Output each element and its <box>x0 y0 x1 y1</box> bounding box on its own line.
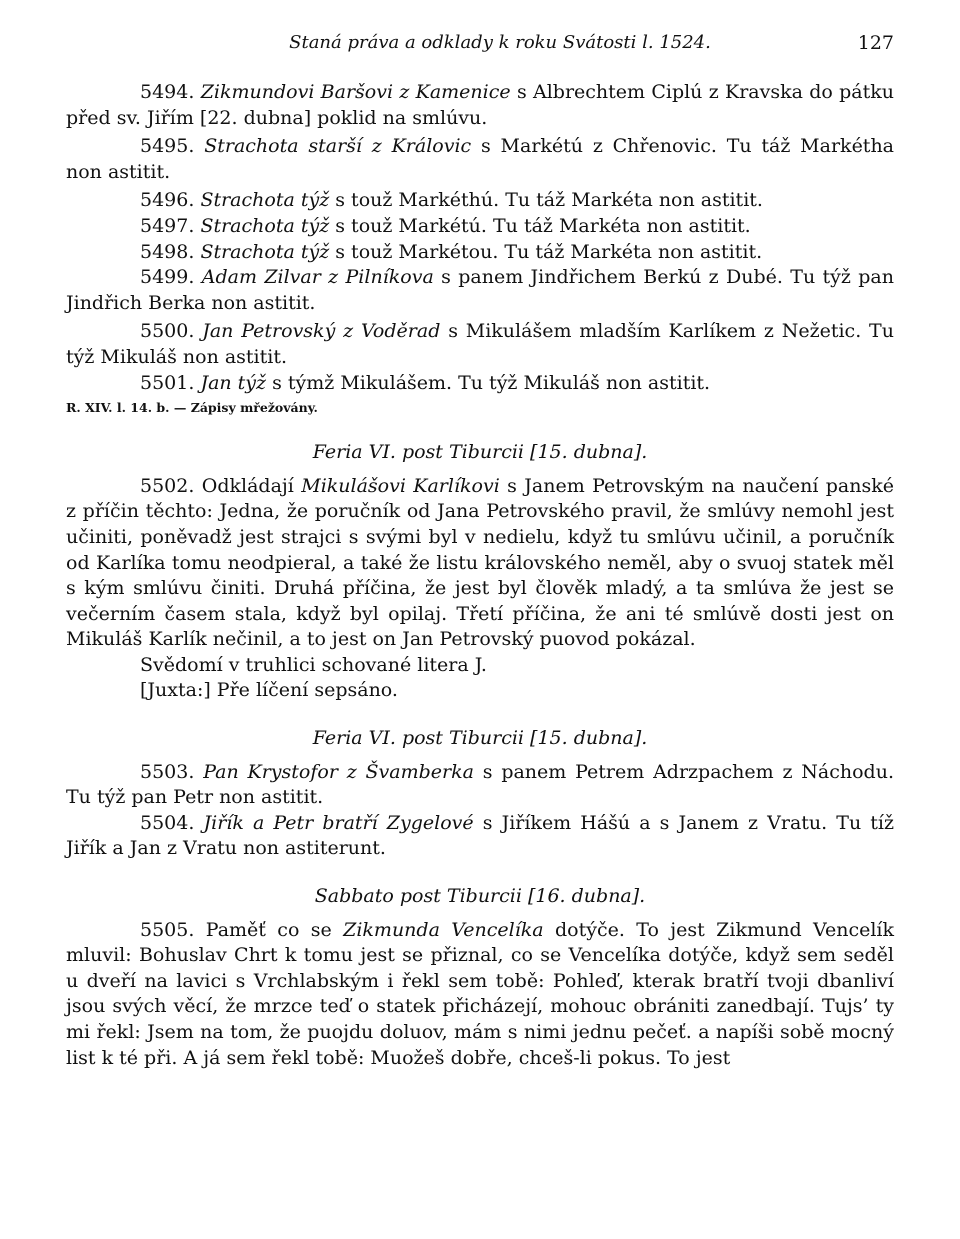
entry-number: 5503. <box>140 760 195 783</box>
entry-5496 <box>66 188 894 214</box>
entry-number: 5494. <box>140 81 195 103</box>
entry-text: s Janem Petrovským na naučení panské z příčin těchto: Jedna, že poručník od Jana Petrovského pravil, že smlúvy nemohl jest učiniti, poněvadž jest strajci s svými byl v nedielu, když tu smlúvu učinil, a poručník od Karlíka tomu neodpieral, a také že listu královského neměl, aby o svuoj statek měl s kým smlúvu činiti. Druhá příčina, že jest byl člověk mladý, a ta smlúva že jest se večerním časem stala, když byl opilaj. Třetí příčina, že ani té smlúvě dosti jest on Mikuláš Karlík nečinil, a to jest on Jan Petrovský puovod pokázal. <box>66 474 894 651</box>
entry-5502 <box>66 474 894 653</box>
entry-number: 5495. <box>140 135 195 158</box>
entry-text: dotýče. To jest Zikmund Vencelík mluvil: Bohuslav Chrt k tomu jest se přiznal, co se Vencelíka dotýče, když sem seděl u dveří na lavici s Vrchlabským i řekl sem tobě: Pohleď, kterak bratří tvoji dbanliví jsou svých věcí, že mrzce teď o statek přicházejí, mohouc obrániti zanedbají. Tujs’ ty mi řekl: Jsem na tom, že puojdu doluov, mám s nimi jednu pečeť. a napíši sobě mocný list k té při. A já sem řekl tobě: Muožeš dobře, chceš-li pokus. To jest <box>66 918 894 1069</box>
entry-text: s panem Petrem Adrzpachem z Náchodu. Tu týž pan Petr non astitit. <box>66 760 894 809</box>
entry-text: s Markétú z Chřenovic. Tu táž Markétha non astitit. <box>66 135 895 183</box>
entry-number: 5500. <box>140 320 195 343</box>
entry-party: Strachota týž <box>200 214 330 237</box>
running-header <box>66 28 894 58</box>
entry-text: s touž Markétou. Tu táž Markéta non astitit. <box>335 240 763 263</box>
entry-text: s týmž Mikulášem. Tu týž Mikuláš non astitit. <box>272 371 711 394</box>
entry-5497 <box>66 214 894 240</box>
entry-party: Pan Krystofor z Švamberka <box>203 760 474 783</box>
section-heading: Sabbato post Tiburcii [16. dubna]. <box>314 885 646 908</box>
entry-number: 5502. <box>140 474 195 497</box>
running-title: Staná práva a odklady k roku Svátosti l. 1524. <box>289 32 711 53</box>
entry-text: s Mikulášem mladším Karlíkem z Nežetic. Tu týž Mikuláš non astitit. <box>66 320 894 368</box>
entry-number: 5501. <box>140 371 195 394</box>
entry-text: s touž Markétú. Tu táž Markéta non astitit. <box>335 214 751 237</box>
entry-5495 <box>66 134 894 185</box>
entry-text: s Jiříkem Hášú a s Janem z Vratu. Tu tíž Jiřík a Jan z Vratu non astiterunt. <box>66 811 894 860</box>
book-page <box>66 28 894 1071</box>
entry-party: Zikmunda Vencelíka <box>343 918 544 941</box>
section-heading: Feria VI. post Tiburcii [15. dubna]. <box>312 441 648 464</box>
entry-text: s touž Markéthú. Tu táž Markéta non astitit. <box>335 189 763 212</box>
entry-party: Jiřík a Petr bratří Zygelové <box>203 811 474 834</box>
entry-party: Mikulášovi Karlíkovi <box>301 474 500 497</box>
entry-party: Jan Petrovský z Voděrad <box>202 320 441 343</box>
entry-5504 <box>66 811 894 862</box>
entry-number: 5496. <box>140 189 195 212</box>
entry-text: s Albrechtem Ciplú z Kravska do pátku před sv. Jiřím [22. dubna] poklid na smlúvu. <box>66 81 894 129</box>
entry-number: 5497. <box>140 214 195 237</box>
entry-5503 <box>66 760 894 811</box>
entry-number: 5504. <box>140 811 195 834</box>
archive-note: R. XIV. l. 14. b. — Zápisy mřežovány. <box>66 400 318 416</box>
entry-party: Jan týž <box>200 371 267 394</box>
entry-party: Strachota týž <box>200 240 330 263</box>
entry-party: Strachota týž <box>200 189 330 212</box>
entry-5498 <box>66 240 894 266</box>
entry-party: Adam Zilvar z Pilníkova <box>201 266 434 289</box>
entry-party: Zikmundovi Baršovi z Kamenice <box>200 81 511 103</box>
entry-number: 5498. <box>140 240 195 263</box>
entry-5502-juxta: [Juxta:] Pře líčení sepsáno. <box>140 679 398 702</box>
entry-5494 <box>66 80 894 131</box>
section-heading: Feria VI. post Tiburcii [15. dubna]. <box>312 727 648 750</box>
entry-lead: Odkládají <box>201 474 294 497</box>
entry-party: Strachota starší z Královic <box>204 135 472 158</box>
entry-number: 5499. <box>140 266 195 289</box>
entry-5500 <box>66 319 894 370</box>
page-number: 127 <box>857 32 894 54</box>
entry-5505 <box>66 918 894 1072</box>
entry-text: s panem Jindřichem Berkú z Dubé. Tu týž pan Jindřich Berka non astitit. <box>66 266 894 314</box>
entry-lead: Paměť co se <box>205 918 332 941</box>
entry-number: 5505. <box>140 918 195 941</box>
entry-5499 <box>66 265 894 316</box>
entry-5502-evidence: Svědomí v truhlici schované litera J. <box>140 653 487 676</box>
entry-5501 <box>66 371 894 397</box>
